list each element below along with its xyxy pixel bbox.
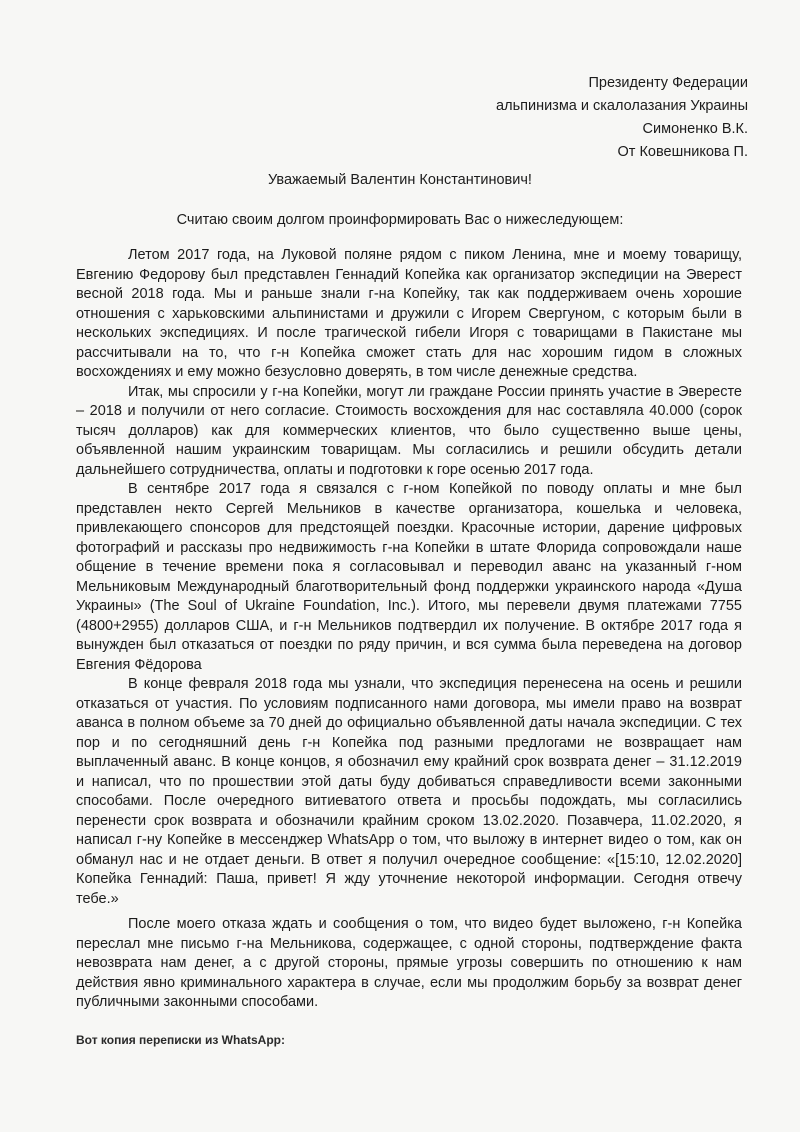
paragraph-2: Итак, мы спросили у г-на Копейки, могут ли граждане России принять участие в Эвересте – 2018 и получили от него согласие. Стоимость восхождения для нас составляла 40.000 (сорок тысяч долларов) как для коммерческих клиентов, что было существенно выше цены, объявленной нашим украинским товарищам. Мы согласились и решили обсудить детали дальнейшего сотрудничества, оплаты и подготовки к горе осенью 2017 года. bbox=[76, 383, 742, 478]
paragraph-3: В сентябре 2017 года я связался с г-ном Копейкой по поводу оплаты и мне был представлен некто Сергей Мельников в качестве организатора, кошелька и человека, привлекающего спонсоров для предстоящей поездки. Красочные истории, дарение цифровых фотографий и рассказы про недвижимость г-на Копейки в штате Флорида сопровождали наше общение в течение времени пока я согласовывал и переводил аванс на указанный г-ном Мельниковым Международный благотворительный фонд поддержки украинского народа «Душа Украины» (The Soul of Ukraine Foundation, Inc.). Итого, мы перевели двумя платежами 7755 (4800+2955) долларов США, и г-н Мельников подтвердил их получение. В октябре 2017 года я вынужден был отказаться от поездки по ряду причин, и вся сумма была переведена на договор Евгения Фёдорова bbox=[76, 481, 742, 673]
paragraph-4: В конце февраля 2018 года мы узнали, что экспедиция перенесена на осень и решили отказаться от участия. По условиям подписанного нами договора, мы имели право на возврат аванса в полном объеме за 70 дней до официально объявленной даты начала экспедиции. С тех пор и по сегодняшний день г-н Копейка под разными предлогами не возвращает нам выплаченный аванс. В конце концов, я обозначил ему крайний срок возврата денег – 31.12.2019 и написал, что по прошествии этой даты буду добиваться справедливости всеми законными способами. После очередного витиеватого ответа и просьбы подождать, мы согласились перенести срок возврата и обозначили крайним сроком 13.02.2020. Позавчера, 11.02.2020, я написал г-ну Копейке в мессенджер WhatsApp о том, что выложу в интернет видео о том, как он обманул нас и не отдает деньги. В ответ я получил очередное сообщение: «[15:10, 12.02.2020] Копейка Геннадий: Паша, привет! Я жду уточнение некоторой информации. Сегодня отвечу тебе.» bbox=[76, 676, 742, 907]
addressee-line-2: альпинизма и скалолазания Украины bbox=[496, 98, 748, 114]
intro-line: Считаю своим долгом проинформировать Вас о нижеследующем: bbox=[176, 212, 624, 228]
addressee-block bbox=[496, 72, 748, 164]
whatsapp-copy-note: Вот копия переписки из WhatsApp: bbox=[76, 1033, 285, 1047]
addressee-line-4: От Ковешникова П. bbox=[617, 144, 748, 160]
addressee-line-1: Президенту Федерации bbox=[588, 75, 748, 91]
letter-body bbox=[76, 246, 742, 1013]
salutation: Уважаемый Валентин Константинович! bbox=[268, 172, 532, 188]
addressee-line-3: Симоненко В.К. bbox=[642, 121, 748, 137]
paragraph-5: После моего отказа ждать и сообщения о том, что видео будет выложено, г-н Копейка переслал мне письмо г-на Мельникова, содержащее, с одной стороны, подтверждение факта невозврата нам денег, а с другой стороны, прямые угрозы совершить по отношению к нам действия явно криминального характера в случае, если мы продолжим борьбу за возврат денег публичными законными способами. bbox=[76, 916, 742, 1010]
paragraph-1: Летом 2017 года, на Луковой поляне рядом с пиком Ленина, мне и моему товарищу, Евгению Федорову был представлен Геннадий Копейка как организатор экспедиции на Эверест весной 2018 года. Мы и раньше знали г-на Копейку, так как поддерживаем очень хорошие отношения с харьковскими альпинистами и дружили с Игорем Свергуном, с которым были в нескольких экспедициях. И после трагической гибели Игоря с товарищами в Пакистане мы рассчитывали на то, что г-н Копейка сможет стать для нас хорошим гидом в сложных восхождениях и ему можно безусловно доверять, в том числе денежные средства. bbox=[76, 247, 742, 380]
